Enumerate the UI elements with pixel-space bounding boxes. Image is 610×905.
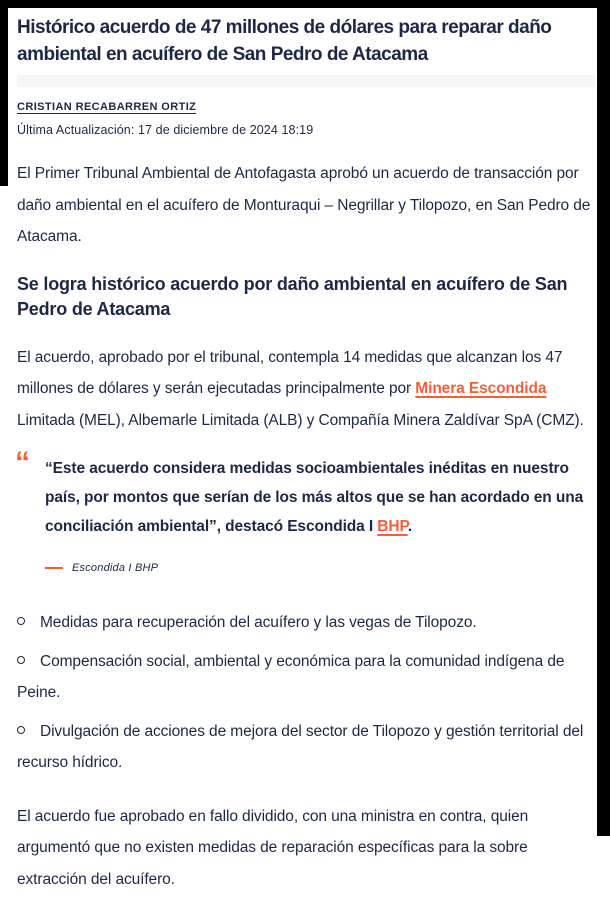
bullet-icon <box>17 617 25 625</box>
byline <box>17 87 595 137</box>
lead-paragraph: El Primer Tribunal Ambiental de Antofagasta aprobó un acuerdo de transacción por daño ambiental en el acuífero de Monturaqui – Negrillar y Tilopozo, en San Pedro de Atacama. <box>17 165 591 245</box>
attribution-dash <box>45 567 63 569</box>
body-paragraph-text-after: Limitada (MEL), Albemarle Limitada (ALB) y Compañía Minera Zaldívar SpA (CMZ). <box>17 411 584 429</box>
list-item-text: Divulgación de acciones de mejora del sector de Tilopozo y gestión territorial del recurso hídrico. <box>17 722 584 771</box>
article-title: Histórico acuerdo de 47 millones de dólares para reparar daño ambiental en acuífero de San Pedro de Atacama <box>17 17 552 65</box>
list-item-text: Compensación social, ambiental y económica para la comunidad indígena de Peine. <box>17 652 565 701</box>
article <box>17 8 595 895</box>
quote-mark-icon: “ <box>15 446 30 479</box>
bullet-list <box>17 607 595 779</box>
list-item <box>17 716 595 779</box>
bullet-icon <box>17 656 25 664</box>
list-item <box>17 646 595 709</box>
quote-text <box>45 454 590 541</box>
closing-paragraph: El acuerdo fue aprobado en fallo dividido, con una ministra en contra, quien argumentó que no existen medidas de reparación específicas para la sobre extracción del acuífero. <box>17 807 529 888</box>
content-placeholder-bar <box>17 75 595 87</box>
quote-attribution <box>45 562 595 574</box>
quote-text-after: . <box>407 518 412 535</box>
bullet-icon <box>17 726 25 734</box>
page-frame-top <box>0 0 610 8</box>
list-item <box>17 607 595 639</box>
minera-escondida-link[interactable]: Minera Escondida <box>415 380 547 397</box>
blockquote <box>15 446 595 574</box>
body-paragraph <box>17 342 595 437</box>
list-item-text: Medidas para recuperación del acuífero y las vegas de Tilopozo. <box>40 614 477 631</box>
article-subheading: Se logra histórico acuerdo por daño ambiental en acuífero de San Pedro de Atacama <box>17 273 568 319</box>
author-link[interactable]: CRISTIAN RECABARREN ORTIZ <box>17 101 197 113</box>
page-frame-left <box>0 0 8 186</box>
quote-text-before: “Este acuerdo considera medidas socioambientales inéditas en nuestro país, por montos que serían de los más altos que se han acordado en una conciliación ambiental”, destacó Escondida I <box>45 460 584 535</box>
bhp-link[interactable]: BHP <box>377 518 408 535</box>
last-updated-text: Última Actualización: 17 de diciembre de 2024 18:19 <box>17 123 314 137</box>
body-paragraph-text: El acuerdo, aprobado por el tribunal, contempla 14 medidas que alcanzan los 47 millones de dólares y serán ejecutadas principalmente por <box>17 348 563 397</box>
attribution-text: Escondida I BHP <box>72 562 159 574</box>
page-frame-right <box>597 0 610 836</box>
